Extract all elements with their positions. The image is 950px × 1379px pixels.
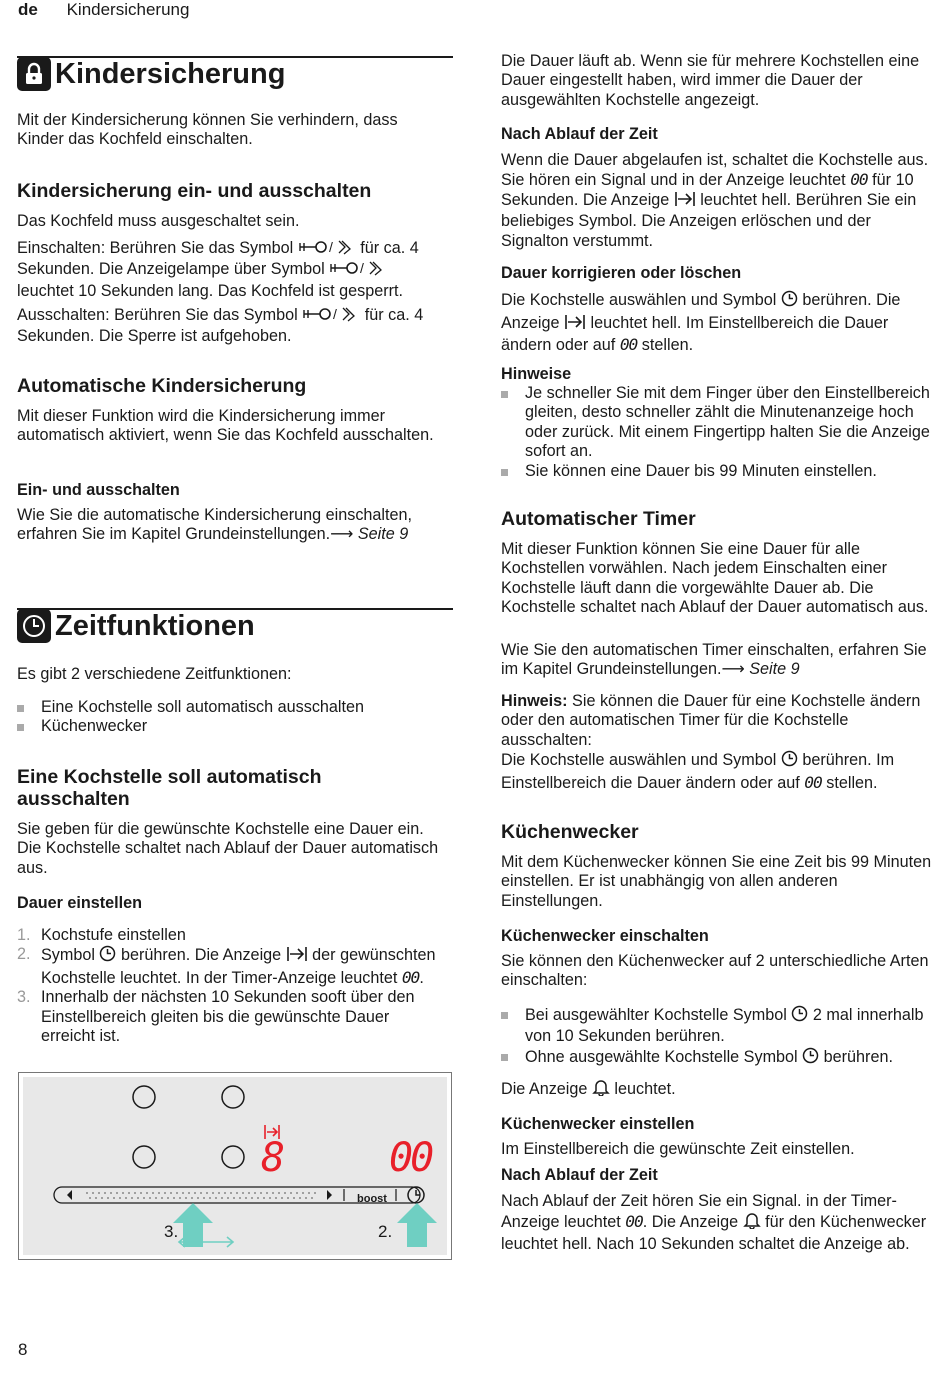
control-panel-figure — [18, 1072, 452, 1260]
timer-display-icon — [564, 314, 586, 336]
timer-icon — [781, 750, 798, 773]
step-label-2: 2. — [378, 1222, 393, 1241]
lock-icon — [17, 57, 51, 91]
para-hinweis-2: Die Kochstelle auswählen und Symbol berühren. Im Einstellbereich die Dauer ändern oder auf 00 stellen. — [501, 751, 895, 792]
key-lock-icon — [302, 306, 360, 327]
arrow-icon: ⟶ — [721, 660, 750, 679]
svg-text:/: / — [328, 239, 333, 255]
para-anzeige-leuchtet: Die Anzeige leuchtet. — [501, 1078, 937, 1101]
zero-display: 00 — [401, 967, 420, 987]
heading-ein-ausschalten: Kindersicherung ein- und ausschalten — [17, 180, 372, 202]
list-item: Sie können eine Dauer bis 99 Minuten einstellen. — [501, 462, 931, 481]
timer-icon — [791, 1005, 808, 1027]
timer-icon — [781, 290, 798, 313]
section-title-text: Kindersicherung — [55, 57, 286, 90]
para-dauer-korrigieren: Die Kochstelle auswählen und Symbol berühren. Die Anzeige leuchtet hell. Im Einstellbereich die Dauer ändern oder auf 00 stellen. — [501, 291, 901, 354]
clock-icon — [17, 609, 51, 643]
heading-nach-ablauf-2: Nach Ablauf der Zeit — [501, 1166, 658, 1184]
section-title-text: Zeitfunktionen — [55, 609, 255, 642]
bell-icon — [743, 1211, 761, 1234]
para-dauer-laeuft: Die Dauer läuft ab. Wenn sie für mehrere Kochstellen eine Dauer eingestellt haben, wird immer die Dauer der ausgewählten Kochstelle angezeigt. — [501, 52, 920, 109]
zero-display: 00 — [850, 170, 868, 190]
list-item: Eine Kochstelle soll automatisch ausschalten — [17, 698, 447, 717]
steps-dauer — [17, 926, 437, 1046]
arrow-icon: ⟶ — [330, 525, 358, 544]
heading-auto-timer: Automatischer Timer — [501, 508, 696, 530]
list-item: 1. Kochstufe einstellen — [17, 926, 186, 944]
list-item: Ohne ausgewählte Kochstelle Symbol berühren. — [501, 1047, 931, 1069]
running-header — [18, 0, 189, 20]
para-auto-kindersicherung: Mit dieser Funktion wird die Kindersicherung immer automatisch aktiviert, wenn Sie das Kochfeld ausschalten. — [17, 407, 434, 445]
heading-wecker-einstellen: Küchenwecker einstellen — [501, 1115, 695, 1133]
para-auto-timer-2: Wie Sie den automatischen Timer einschalten, erfahren Sie im Kapitel Grundeinstellungen.⟶ Seite 9 — [501, 641, 927, 679]
svg-text:/: / — [360, 260, 365, 277]
timer-display-icon — [674, 191, 696, 212]
list-wecker — [501, 1005, 931, 1069]
heading-hinweise: Hinweise — [501, 365, 572, 383]
heading-auto-kindersicherung: Automatische Kindersicherung — [17, 375, 307, 397]
para-hinweis: Hinweis: Sie können die Dauer für eine Kochstelle ändern oder den automatischen Timer für die Kochstelle ausschalten: — [501, 692, 921, 749]
para-nach-ablauf: Wenn die Dauer abgelaufen ist, schaltet die Kochstelle aus. Sie hören ein Signal und in der Anzeige leuchtet 00 für 10 Sekunden. Die Anzeige leuchtet hell. Berühren Sie ein beliebiges Symbol. Die Anzeigen erlöschen und der Signalton verstummt. — [501, 151, 929, 250]
heading-kochstelle-auto: Eine Kochstelle soll automatisch ausschalten — [17, 766, 322, 810]
heading-kuechenwecker: Küchenwecker — [501, 821, 639, 843]
timer-icon — [802, 1047, 819, 1069]
heading-nach-ablauf: Nach Ablauf der Zeit — [501, 125, 658, 143]
section-title-zeitfunktionen — [17, 609, 255, 643]
para-einschalten: Einschalten: Berühren Sie das Symbol / für ca. 4 Sekunden. Die Anzeigelampe über Symbol / leuchtet 10 Sekunden lang. Das Kochfeld ist gesperrt. — [17, 239, 419, 300]
header-lang: de — [18, 0, 38, 19]
para-wecker-einstellen: Im Einstellbereich die gewünschte Zeit einstellen. — [501, 1140, 855, 1158]
para-ausschalten: Ausschalten: Berühren Sie das Symbol / für ca. 4 Sekunden. Die Sperre ist aufgehoben. — [17, 306, 424, 346]
key-lock-icon — [329, 260, 387, 281]
para-wecker-einschalten: Sie können den Küchenwecker auf 2 unterschiedliche Arten einschalten: — [501, 952, 929, 990]
section-title-kindersicherung — [17, 57, 285, 91]
list-item: Küchenwecker — [17, 717, 447, 736]
para-kochstelle-auto: Sie geben für die gewünschte Kochstelle eine Dauer ein. Die Kochstelle schaltet nach Ablauf der Dauer automatisch aus. — [17, 820, 439, 877]
timer-display-icon — [286, 946, 308, 967]
list-item: 2. Symbol berühren. Die Anzeige der gewünschten Kochstelle leuchtet. In der Timer-Anzeige leuchtet 00. — [17, 945, 436, 987]
para-ein-aus: Wie Sie die automatische Kindersicherung einschalten, erfahren Sie im Kapitel Grundeinstellungen.⟶ Seite 9 — [17, 506, 413, 544]
zero-display: 00 — [804, 772, 822, 792]
heading-dauer-einstellen: Dauer einstellen — [17, 894, 143, 912]
list-item: 3. Innerhalb der nächsten 10 Sekunden sooft über den Einstellbereich gleiten bis die gewünschte Dauer erreicht ist. — [17, 988, 415, 1046]
intro-zeitfunktionen: Es gibt 2 verschiedene Zeitfunktionen: — [17, 665, 292, 683]
page-number: 8 — [18, 1340, 28, 1359]
zero-display: 00 — [619, 335, 638, 354]
page-reference[interactable]: Seite 9 — [357, 525, 409, 544]
step-label-3: 3. — [164, 1222, 179, 1241]
key-lock-icon — [298, 239, 356, 260]
heading-wecker-einschalten: Küchenwecker einschalten — [501, 927, 709, 945]
header-title: Kindersicherung — [66, 0, 190, 19]
list-hinweise — [501, 384, 931, 481]
boost-label: boost — [357, 1193, 387, 1205]
list-item: Je schneller Sie mit dem Finger über den Einstellbereich gleiten, desto schneller zählt die Minutenanzeige hoch oder zurück. Mit einem Fingertipp halten Sie die Anzeige sofort an. — [501, 384, 931, 462]
timer-red-display: 00 — [389, 1135, 432, 1181]
page-reference[interactable]: Seite 9 — [749, 660, 800, 679]
svg-text:/: / — [333, 306, 338, 322]
timer-icon — [99, 945, 116, 967]
para-nach-ablauf-2: Nach Ablauf der Zeit hören Sie ein Signal. in der Timer-Anzeige leuchtet 00. Die Anzeige für den Küchenwecker leuchtet hell. Nach 10 Sekunden schaltet die Anzeige ab. — [501, 1192, 927, 1253]
list-item: Bei ausgewählter Kochstelle Symbol 2 mal innerhalb von 10 Sekunden berühren. — [501, 1005, 931, 1047]
zero-display: 00 — [625, 1212, 643, 1232]
heading-ein-aus: Ein- und ausschalten — [17, 481, 180, 499]
bell-icon — [592, 1078, 610, 1101]
intro-kindersicherung: Mit der Kindersicherung können Sie verhindern, dass Kinder das Kochfeld einschalten. — [17, 111, 398, 149]
heading-dauer-korrigieren: Dauer korrigieren oder löschen — [501, 264, 742, 282]
para-kochfeld-aus: Das Kochfeld muss ausgeschaltet sein. — [17, 212, 300, 230]
para-kuechenwecker: Mit dem Küchenwecker können Sie eine Zeit bis 99 Minuten einstellen. Er ist unabhängig von allen anderen Einstellungen. — [501, 853, 932, 910]
para-auto-timer: Mit dieser Funktion können Sie eine Dauer für alle Kochstellen vorwählen. Nach jedem Einschalten einer Kochstelle läuft dann die vorgewählte Dauer ab. Die Kochstelle schaltet nach Ablauf der Dauer automatisch aus. — [501, 540, 929, 617]
heat-level-display: 8 — [261, 1135, 286, 1181]
list-zeitfunktionen — [17, 698, 447, 737]
